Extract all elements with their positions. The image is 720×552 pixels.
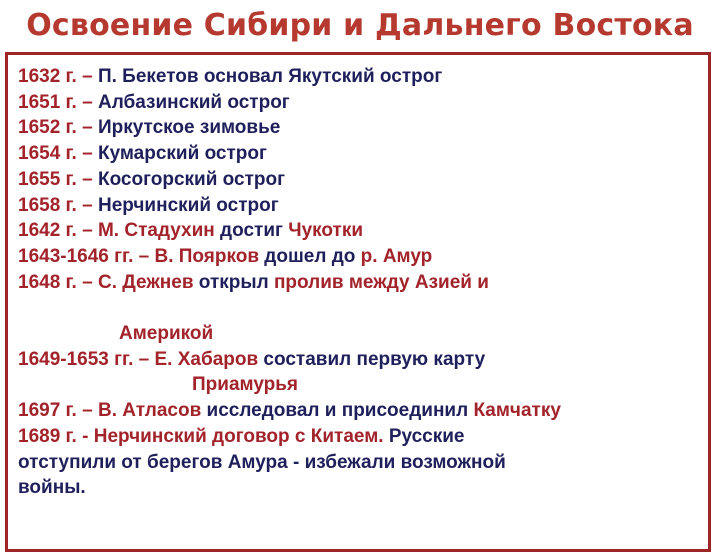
item-place: пролив между Азией и [273,271,489,293]
spacer [18,295,708,321]
list-item [18,115,708,141]
item-person: В. Поярков [154,245,260,267]
list-item [18,90,708,116]
item-place: Америкой [119,323,214,345]
item-verb: открыл [193,271,274,293]
list-item [18,398,708,424]
item-date: 1658 г. – [18,194,98,216]
page-title: Освоение Сибири и Дальнего Востока [26,8,694,43]
item-text: Русские [383,425,465,447]
item-text: Косогорский острог [97,168,286,190]
item-verb: исследовал и присоединил [201,400,474,422]
item-text: отступили от берегов Амура - избежали возможной [18,451,506,473]
item-event: Нерчинский договор с Китаем. [93,425,384,447]
item-verb: составил первую карту [258,348,486,370]
item-person: В. Атласов [97,400,202,422]
item-text: Нерчинский острог [97,194,279,216]
item-person: М. Стадухин [97,220,215,242]
item-date: 1655 г. – [18,168,98,190]
list-item [18,167,708,193]
item-place: Чукотки [288,220,364,242]
item-person: С. Дежнев [97,271,194,293]
item-place: Камчатку [473,400,561,422]
item-verb: дошел до [259,245,361,267]
list-item-continuation [18,450,708,476]
item-text: Иркутское зимовье [97,117,281,139]
item-date: 1642 г. – [18,220,98,242]
list-item-continuation [18,321,708,347]
item-date: 1632 г. – [18,66,98,87]
item-date: 1652 г. – [18,117,98,139]
list-item [18,424,708,450]
list-item [18,218,708,244]
item-date: 1689 г. - [18,425,94,447]
list-item [18,64,708,90]
item-date: 1648 г. – [18,271,98,293]
item-date: 1697 г. – [18,400,98,422]
list-item-continuation [18,475,708,501]
list-item [18,244,708,270]
list-item [18,141,708,167]
item-place: р. Амур [360,245,433,267]
item-verb: достиг [214,220,289,242]
chronology-list [18,64,708,501]
item-place: Приамурья [192,374,299,396]
list-item-continuation [18,372,708,398]
list-item [18,270,708,296]
item-text: П. Бекетов основал Якутский острог [97,66,443,87]
item-date: 1654 г. – [18,143,98,165]
item-date: 1649-1653 гг. – [18,348,155,370]
item-text: войны. [18,477,86,499]
item-text: Кумарский острог [97,143,267,165]
item-person: Е. Хабаров [154,348,259,370]
list-item [18,193,708,219]
list-item [18,347,708,373]
item-date: 1651 г. – [18,91,98,113]
item-text: Албазинский острог [97,91,290,113]
item-date: 1643-1646 гг. – [18,245,155,267]
